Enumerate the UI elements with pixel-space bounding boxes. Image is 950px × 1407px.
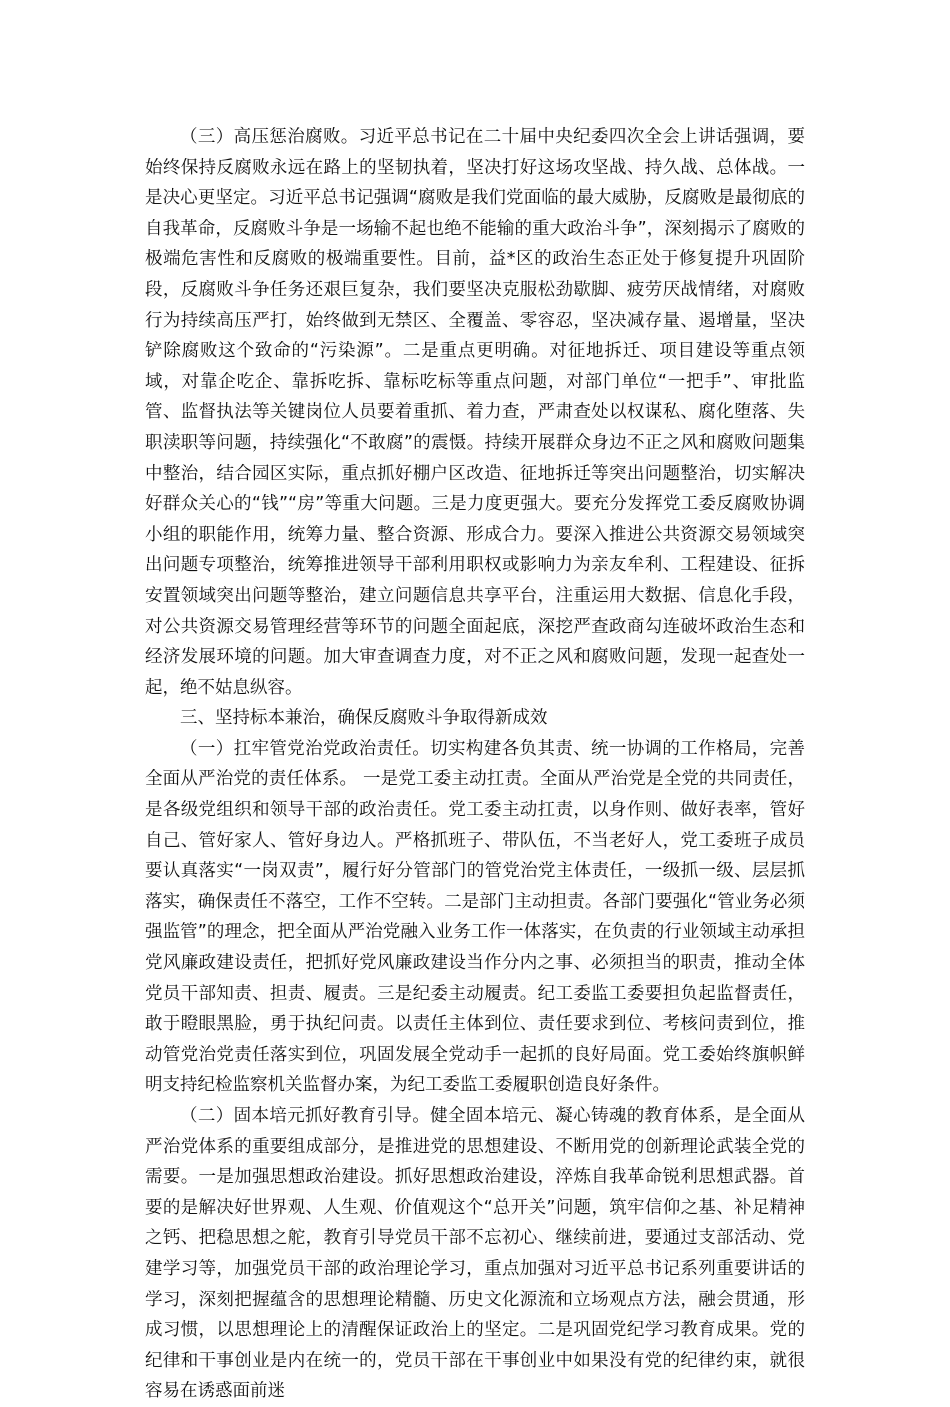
paragraph-education-guidance: （二）固本培元抓好教育引导。健全固本培元、凝心铸魂的教育体系，是全面从严治党体系的重要组成部分，是推进党的思想建设、不断用党的创新理论武装全党的需要。一是加强思想政治建设。抓好思想政治建设，淬炼自我革命锐利思想武器。首要的是解决好世界观、人生观、价值观这个“总开关”问题，筑牢信仰之基、补足精神之钙、把稳思想之舵，教育引导党员干部不忘初心、继续前进，要通过支部活动、党建学习等，加强党员干部的政治理论学习，重点加强对习近平总书记系列重要讲话的学习，深刻把握蕴含的思想理论精髓、历史文化源流和立场观点方法，融会贯通，形成习惯，以思想理论上的清醒保证政治上的坚定。二是巩固党纪学习教育成果。党的纪律和干事创业是内在统一的，党员干部在干事创业中如果没有党的纪律约束，就很容易在诱惑面前迷 — [145, 1106, 805, 1402]
paragraph-anti-corruption: （三）高压惩治腐败。习近平总书记在二十届中央纪委四次全会上讲话强调，要始终保持反腐败永远在路上的坚韧执着，坚决打好这场攻坚战、持久战、总体战。一是决心更坚定。习近平总书记强调“腐败是我们党面临的最大威胁，反腐败是最彻底的自我革命，反腐败斗争是一场输不起也绝不能输的重大政治斗争”，深刻揭示了腐败的极端危害性和反腐败的极端重要性。目前，益*区的政治生态正处于修复提升巩固阶段，反腐败斗争任务还艰巨复杂，我们要坚决克服松劲歇脚、疲劳厌战情绪，对腐败行为持续高压严打，始终做到无禁区、全覆盖、零容忍，坚决减存量、遏增量，坚决铲除腐败这个致命的“污染源”。二是重点更明确。对征地拆迁、项目建设等重点领域，对靠企吃企、靠拆吃拆、靠标吃标等重点问题，对部门单位“一把手”、审批监管、监督执法等关键岗位人员要着重抓、着力查，严肃查处以权谋私、腐化堕落、失职渎职等问题，持续强化“不敢腐”的震慑。持续开展群众身边不正之风和腐败问题集中整治，结合园区实际，重点抓好棚户区改造、征地拆迁等突出问题整治，切实解决好群众关心的“钱”“房”等重大问题。三是力度更强大。要充分发挥党工委反腐败协调小组的职能作用，统筹力量、整合资源、形成合力。要深入推进公共资源交易领域突出问题专项整治，统筹推进领导干部利用职权或影响力为亲友牟利、工程建设、征拆安置领域突出问题等整治，建立问题信息共享平台，注重运用大数据、信息化手段，对公共资源交易管理经营等环节的问题全面起底，深挖严查政商勾连破坏政治生态和经济发展环境的问题。加大审查调查力度，对不正之风和腐败问题，发现一起查处一起，绝不姑息纵容。 — [145, 127, 805, 698]
document-body — [145, 122, 805, 1407]
section-heading-three: 三、坚持标本兼治，确保反腐败斗争取得新成效 — [180, 708, 548, 729]
paragraph-party-responsibility: （一）扛牢管党治党政治责任。切实构建各负其责、统一协调的工作格局，完善全面从严治党的责任体系。 一是党工委主动扛责。全面从严治党是全党的共同责任，是各级党组织和领导干部的政治责任。党工委主动扛责，以身作则、做好表率，管好自己、管好家人、管好身边人。严格抓班子、带队伍，不当老好人，党工委班子成员要认真落实“一岗双责”，履行好分管部门的管党治党主体责任，一级抓一级、层层抓落实，确保责任不落空，工作不空转。二是部门主动担责。各部门要强化“管业务必须强监管”的理念，把全面从严治党融入业务工作一体落实，在负责的行业领域主动承担党风廉政建设责任，把抓好党风廉政建设当作分内之事、必须担当的职责，推动全体党员干部知责、担责、履责。三是纪委主动履责。纪工委监工委要担负起监督责任，敢于瞪眼黑脸，勇于执纪问责。以责任主体到位、责任要求到位、考核问责到位，推动管党治党责任落实到位，巩固发展全党动手一起抓的良好局面。党工委始终旗帜鲜明支持纪检监察机关监督办案，为纪工委监工委履职创造良好条件。 — [145, 738, 805, 1096]
